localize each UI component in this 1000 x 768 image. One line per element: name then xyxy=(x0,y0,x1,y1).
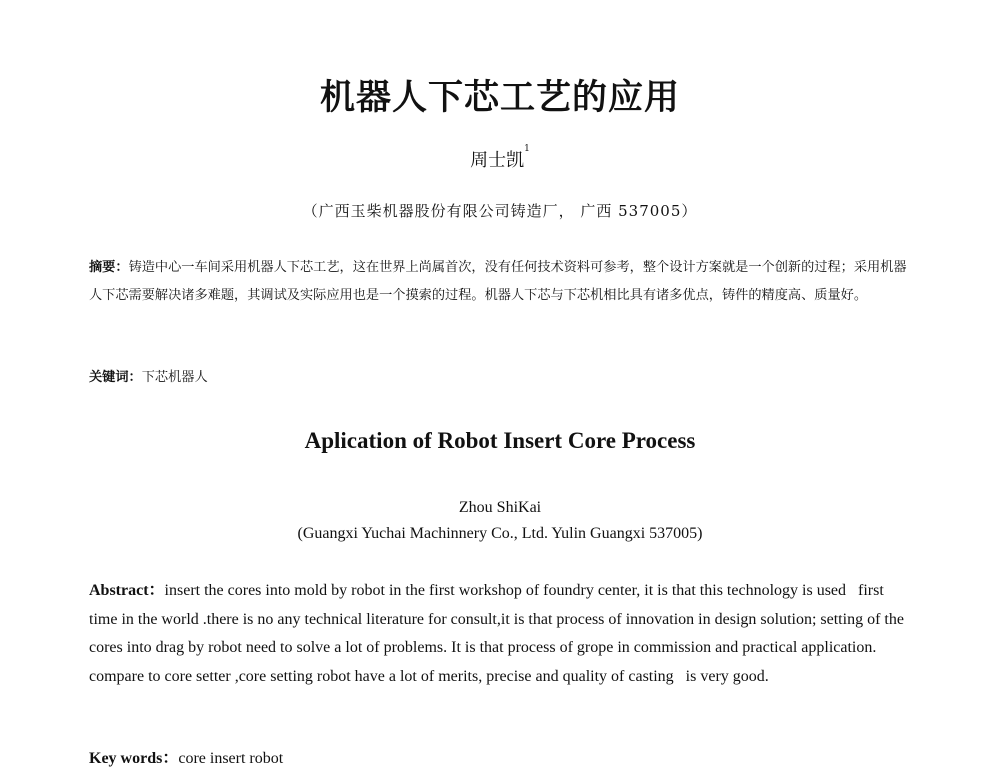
english-abstract-label: Abstract： xyxy=(89,582,165,599)
author-footnote-mark: 1 xyxy=(524,144,530,154)
chinese-abstract-text: 铸造中心一车间采用机器人下芯工艺，这在世界上尚属首次，没有任何技术资料可参考，整个设计方案就是一个创新的过程；采用机器人下芯需要解决诸多难题，其调试及实际应用也是一个摸索的过程。机器人下芯与下芯机相比具有诸多优点，铸件的精度高、质量好。 xyxy=(89,260,907,303)
chinese-title: 机器人下芯工艺的应用 xyxy=(319,78,680,118)
english-keywords-label: Key words： xyxy=(89,750,179,767)
english-affiliation: (Guangxi Yuchai Machinnery Co., Ltd. Yulin Guangxi 537005) xyxy=(297,525,703,542)
chinese-author-name: 周士凯 xyxy=(470,150,525,171)
chinese-author xyxy=(0,146,1000,172)
chinese-keywords-text: 下芯机器人 xyxy=(141,370,208,385)
chinese-abstract xyxy=(89,254,907,310)
chinese-keywords-label: 关键词： xyxy=(89,370,142,385)
chinese-keywords xyxy=(89,366,208,385)
chinese-affiliation: （广西玉柴机器股份有限公司铸造厂， 广西 537005） xyxy=(302,202,698,220)
chinese-abstract-label: 摘要： xyxy=(89,260,129,275)
english-keywords-text: core insert robot xyxy=(178,750,284,767)
english-abstract-text: insert the cores into mold by robot in the first workshop of foundry center, it is that this technology is used first time in the world .there is no any technical literature for consult,it is that process of innovation in design solution; setting of the cores into drag by robot need to solve a lot of problems. It is that process of grope in commission and practical application. compare to core setter ,core setting robot have a lot of merits, precise and quality of casting is very good. xyxy=(89,582,908,685)
english-abstract xyxy=(89,577,907,691)
english-author: Zhou ShiKai xyxy=(458,499,542,516)
english-title: Aplication of Robot Insert Core Process xyxy=(304,428,696,453)
